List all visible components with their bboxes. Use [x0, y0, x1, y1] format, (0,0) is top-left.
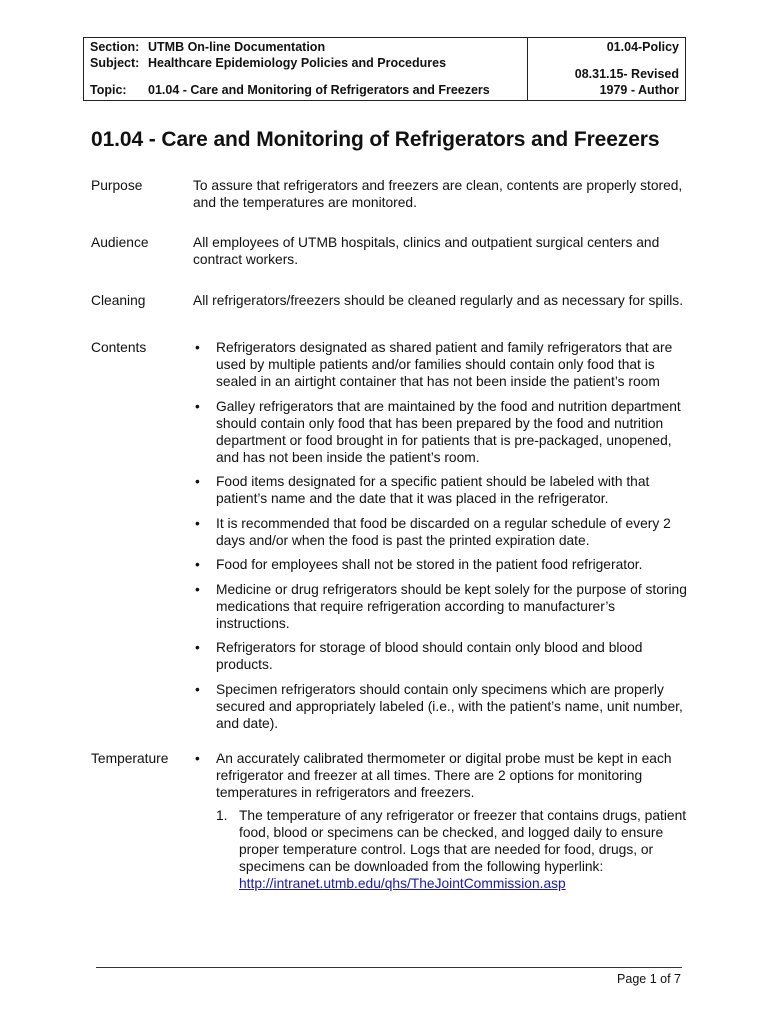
contents-label: Contents	[91, 340, 147, 355]
temperature-section	[91, 750, 691, 900]
topic-label: Topic:	[90, 82, 127, 97]
cleaning-text: All refrigerators/freezers should be cleaned regularly and as necessary for spills.	[193, 293, 684, 308]
list-item: • Refrigerators designated as shared patient and family refrigerators that are used by multiple patients and/or families should contain only food that is sealed in an airtight container that has not been inside the patient’s room	[193, 339, 691, 390]
author-year: 1979 - Author	[599, 82, 679, 97]
list-item: • Specimen refrigerators should contain only specimens which are properly secured and appropriately labeled (i.e., with the patient’s name, unit number, and date).	[193, 681, 691, 732]
numbered-item-text: The temperature of any refrigerator or freezer that contains drugs, patient food, blood or specimens can be checked, and logged daily to ensure proper temperature control. Logs that are needed for food, drugs, or specimens can be downloaded from the following hyperlink:	[239, 808, 687, 874]
topic-value: 01.04 - Care and Monitoring of Refrigerators and Freezers	[148, 82, 490, 97]
purpose-section	[91, 177, 691, 211]
temperature-bullet-text: An accurately calibrated thermometer or digital probe must be kept in each refrigerator and freezer at all times. There are 2 options for monitoring temperatures in refrigerators and freezers.	[216, 751, 672, 800]
subject-value: Healthcare Epidemiology Policies and Procedures	[148, 55, 447, 70]
footer-divider	[96, 967, 682, 968]
list-item	[193, 750, 691, 892]
numbered-item	[216, 807, 691, 892]
purpose-label: Purpose	[91, 178, 143, 193]
temperature-options-list	[216, 807, 691, 892]
list-item: • Medicine or drug refrigerators should be kept solely for the purpose of storing medications that require refrigeration according to manufacturer’s instructions.	[193, 581, 691, 632]
cleaning-section	[91, 292, 691, 309]
section-label: Section:	[90, 40, 140, 54]
list-item: • Galley refrigerators that are maintained by the food and nutrition department should contain only food that has been prepared by the food and nutrition department or food brought in for patients that is pre-packaged, unopened, and has not been inside the patient’s room.	[193, 398, 691, 466]
joint-commission-link[interactable]: http://intranet.utmb.edu/qhs/TheJointCommission.asp	[239, 876, 566, 891]
subject-label: Subject:	[90, 55, 140, 70]
temperature-label: Temperature	[91, 751, 169, 766]
contents-list	[193, 339, 691, 732]
purpose-text: To assure that refrigerators and freezers are clean, contents are properly stored, and the temperatures are monitored.	[193, 178, 683, 210]
page-number: Page 1 of 7	[617, 972, 681, 986]
list-item: • It is recommended that food be discarded on a regular schedule of every 2 days and/or when the food is past the printed expiration date.	[193, 515, 691, 549]
list-item: • Food items designated for a specific patient should be labeled with that patient’s name and the date that it was placed in the refrigerator.	[193, 473, 691, 507]
cleaning-label: Cleaning	[91, 293, 146, 308]
header-left-cell	[84, 38, 528, 100]
policy-id: 01.04-Policy	[606, 40, 679, 54]
list-item: • Food for employees shall not be stored in the patient food refrigerator.	[193, 556, 691, 573]
page-title: 01.04 - Care and Monitoring of Refrigerators and Freezers	[91, 128, 660, 151]
item-number: 1.	[216, 808, 228, 823]
list-item: • Refrigerators for storage of blood should contain only blood and blood products.	[193, 639, 691, 673]
temperature-list	[193, 750, 691, 892]
section-value: UTMB On-line Documentation	[148, 40, 326, 54]
audience-label: Audience	[91, 235, 149, 250]
header-right-cell	[528, 38, 685, 100]
document-header	[83, 37, 686, 101]
audience-text: All employees of UTMB hospitals, clinics and outpatient surgical centers and contract workers.	[193, 235, 660, 267]
revised-date: 08.31.15- Revised	[574, 67, 679, 81]
contents-section	[91, 339, 691, 739]
audience-section	[91, 234, 691, 268]
